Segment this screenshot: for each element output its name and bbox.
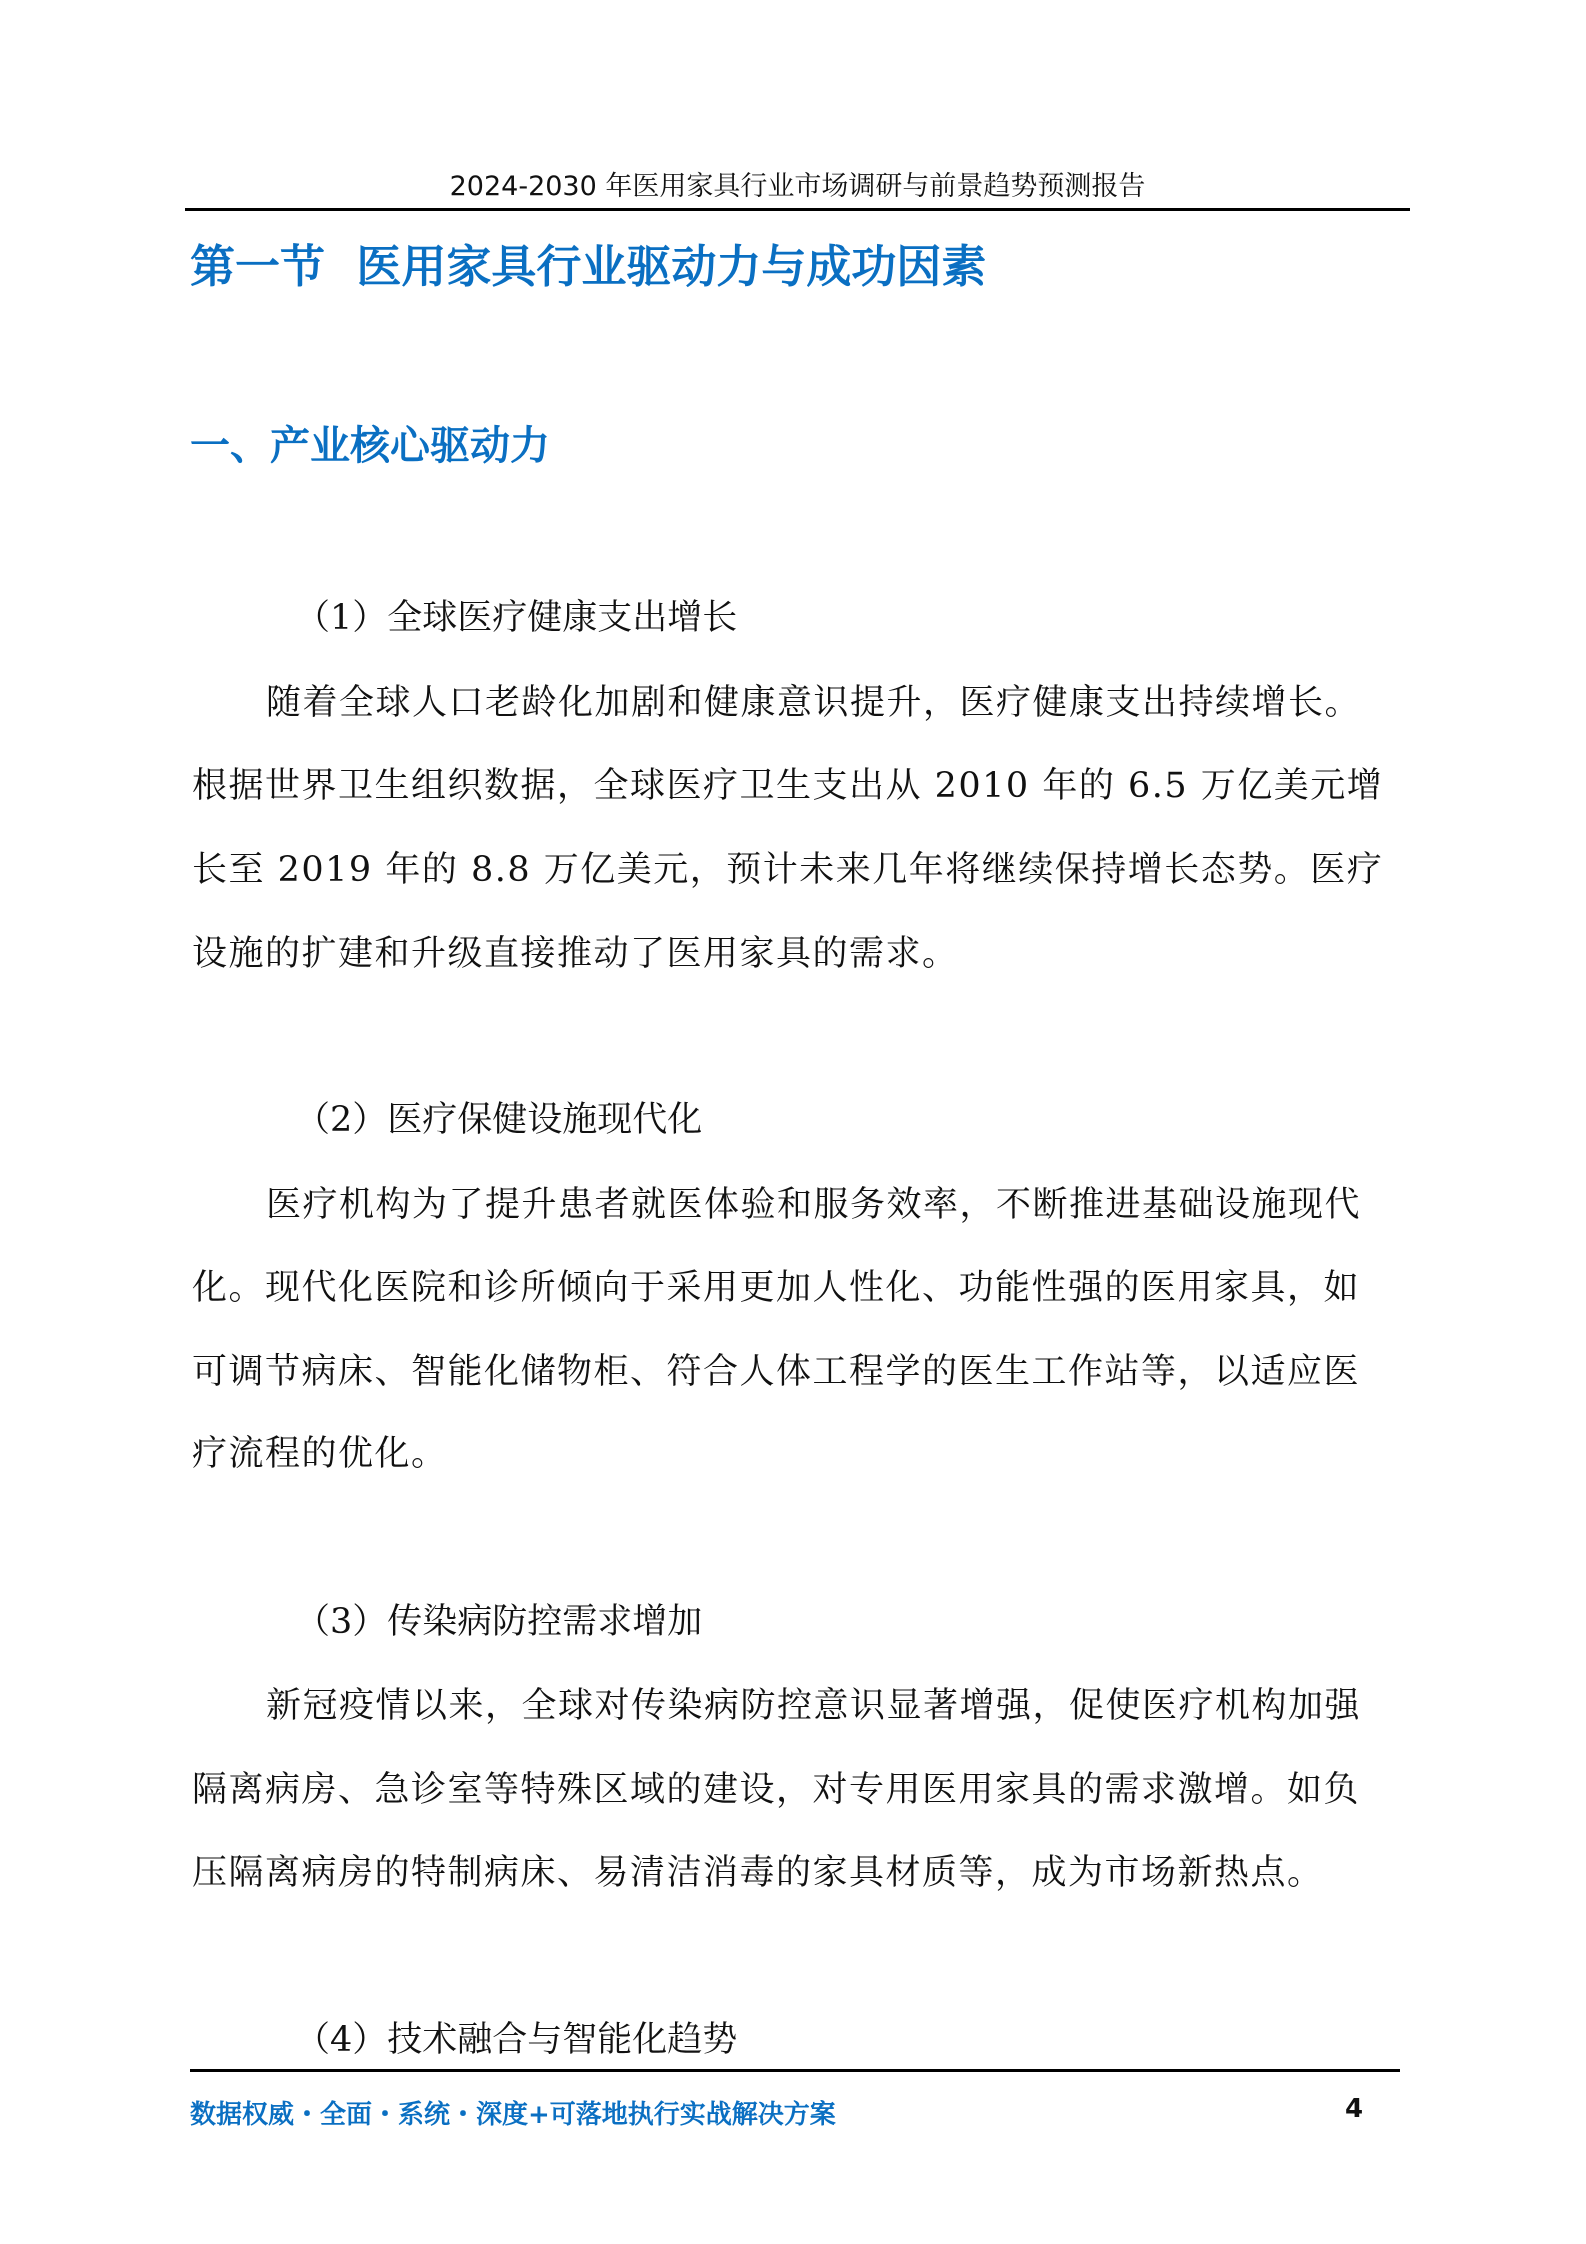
paragraph-line: 新冠疫情以来，全球对传染病防控意识显著增强，促使医疗机构加强 <box>266 1686 1362 1726</box>
paragraph-line: 长至 2019 年的 8.8 万亿美元，预计未来几年将继续保持增长态势。医疗 <box>192 850 1384 890</box>
item-heading: （4）技术融合与智能化趋势 <box>295 2020 738 2060</box>
paragraph-line: 化。现代化医院和诊所倾向于采用更加人性化、功能性强的医用家具，如 <box>192 1268 1361 1308</box>
item-heading: （1）全球医疗健康支出增长 <box>295 598 738 638</box>
page-number: 4 <box>1345 2094 1364 2124</box>
paragraph-line: 隔离病房、急诊室等特殊区域的建设，对专用医用家具的需求激增。如负 <box>192 1770 1361 1810</box>
item-heading: （3）传染病防控需求增加 <box>295 1602 703 1642</box>
paragraph-line: 设施的扩建和升级直接推动了医用家具的需求。 <box>192 934 959 974</box>
paragraph-line: 根据世界卫生组织数据，全球医疗卫生支出从 2010 年的 6.5 万亿美元增 <box>192 766 1384 806</box>
item-heading: （2）医疗保健设施现代化 <box>295 1100 703 1140</box>
paragraph-line: 可调节病床、智能化储物柜、符合人体工程学的医生工作站等，以适应医 <box>192 1352 1361 1392</box>
paragraph-line: 医疗机构为了提升患者就医体验和服务效率，不断推进基础设施现代 <box>266 1185 1362 1225</box>
subsection-title: 一、产业核心驱动力 <box>190 423 550 469</box>
running-header: 2024-2030 年医用家具行业市场调研与前景趋势预测报告 <box>449 171 1146 202</box>
header-rule <box>185 208 1410 211</box>
paragraph-line: 随着全球人口老龄化加剧和健康意识提升，医疗健康支出持续增长。 <box>266 683 1362 723</box>
paragraph-line: 疗流程的优化。 <box>192 1434 448 1474</box>
section-title: 第一节 医用家具行业驱动力与成功因素 <box>190 240 987 293</box>
paragraph-line: 压隔离病房的特制病床、易清洁消毒的家具材质等，成为市场新热点。 <box>192 1853 1324 1893</box>
footer-slogan: 数据权威・全面・系统・深度+可落地执行实战解决方案 <box>190 2100 836 2130</box>
footer-rule <box>190 2069 1400 2072</box>
